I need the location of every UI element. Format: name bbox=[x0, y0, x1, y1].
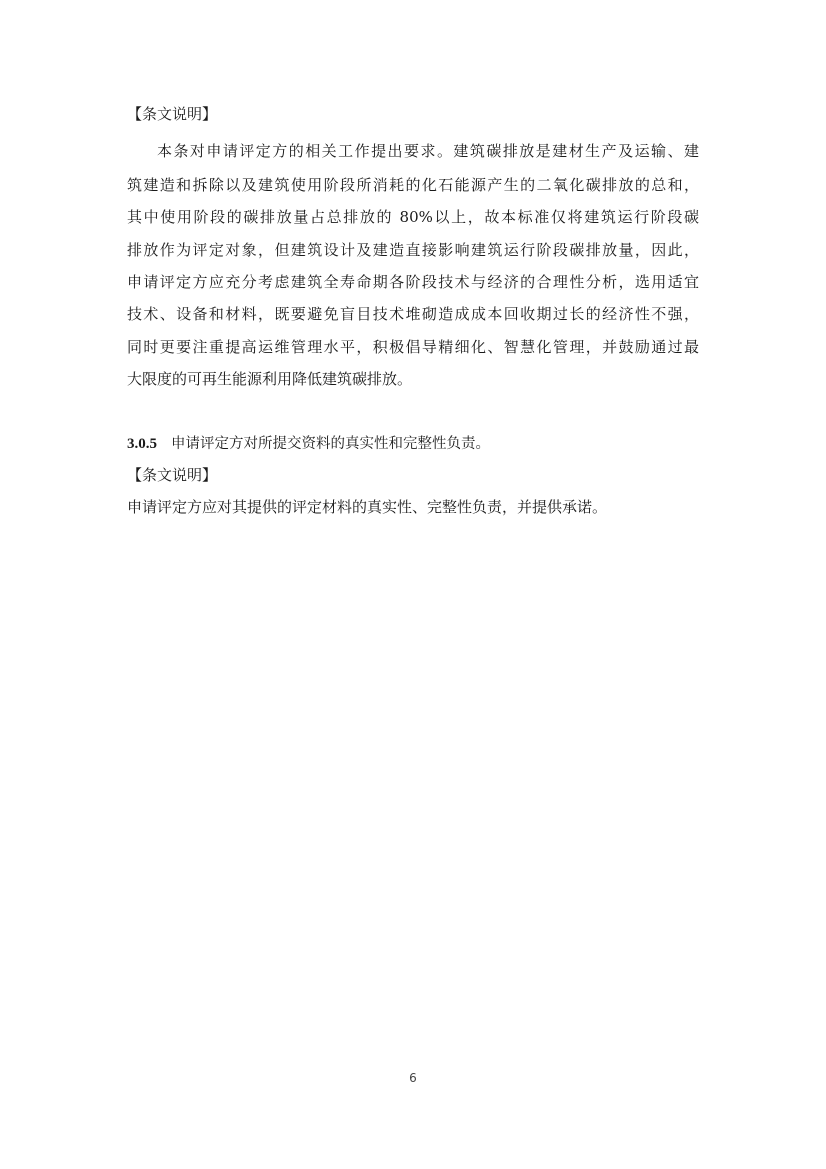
page-number: 6 bbox=[409, 1071, 417, 1085]
paragraph-line: 筑建造和拆除以及建筑使用阶段所消耗的化石能源产生的二氧化碳排放的总和， bbox=[127, 176, 699, 194]
clause-row bbox=[127, 433, 490, 454]
clause-number: 3.0.5 bbox=[127, 436, 157, 452]
clause-text: 申请评定方对所提交资料的真实性和完整性负责。 bbox=[171, 436, 490, 452]
section-heading: 【条文说明】 bbox=[127, 466, 218, 484]
paragraph-line: 大限度的可再生能源利用降低建筑碳排放。 bbox=[127, 370, 413, 388]
paragraph-line: 其中使用阶段的碳排放量占总排放的 80%以上，故本标准仅将建筑运行阶段碳 bbox=[127, 208, 699, 226]
paragraph-line: 排放作为评定对象，但建筑设计及建造直接影响建筑运行阶段碳排放量，因此， bbox=[127, 241, 699, 259]
paragraph-line: 同时更要注重提高运维管理水平，积极倡导精细化、智慧化管理，并鼓励通过最 bbox=[127, 338, 699, 356]
paragraph-line: 技术、设备和材料，既要避免盲目技术堆砌造成成本回收期过长的经济性不强， bbox=[127, 305, 699, 323]
paragraph-line: 申请评定方应对其提供的评定材料的真实性、完整性负责，并提供承诺。 bbox=[127, 498, 608, 516]
paragraph-line: 申请评定方应充分考虑建筑全寿命期各阶段技术与经济的合理性分析，选用适宜 bbox=[127, 273, 699, 291]
section-heading: 【条文说明】 bbox=[127, 105, 218, 123]
paragraph-line: 本条对申请评定方的相关工作提出要求。建筑碳排放是建材生产及运输、建 bbox=[157, 142, 699, 160]
